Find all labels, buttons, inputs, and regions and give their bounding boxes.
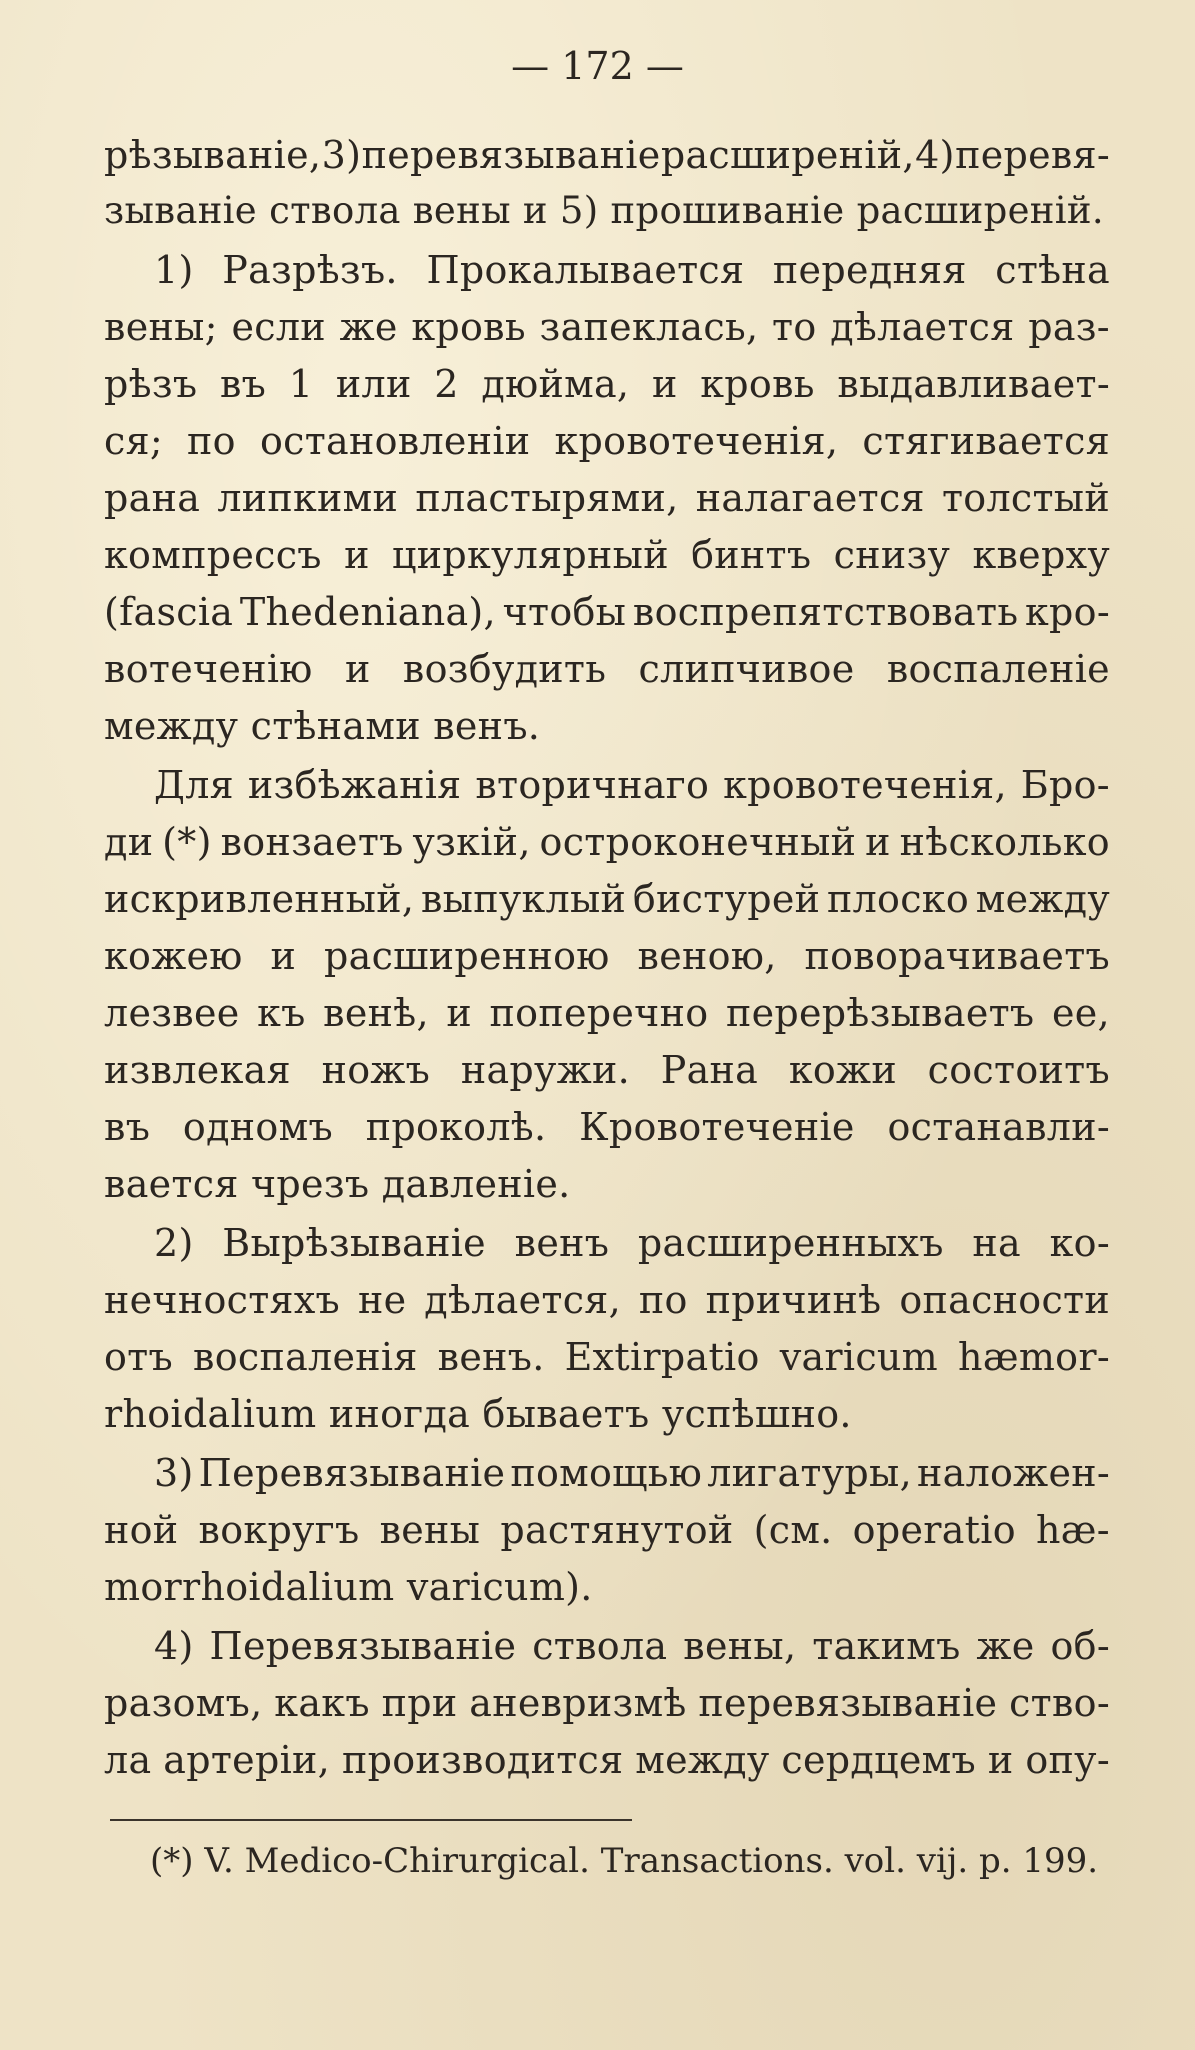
text-line: разомъ, какъ при аневризмѣ перевязываніе ство- [104, 1681, 1110, 1725]
text-line: между стѣнами венъ. [104, 704, 541, 748]
text-line: 3) Перевязываніе помощью лигатуры, наложен- [154, 1451, 1110, 1495]
text-line: 4) Перевязываніе ствола вены, такимъ же об- [154, 1624, 1110, 1668]
text-line: въ одномъ проколѣ. Кровотеченіе останавли- [104, 1105, 1110, 1149]
text-line: (fascia Thedeniana), чтобы воспрепятствовать кро- [104, 590, 1110, 634]
text-line: rhoidalium иногда бываетъ успѣшно. [104, 1392, 852, 1436]
text-line: 2) Вырѣзываніе венъ расширенныхъ на ко- [154, 1221, 1110, 1265]
text-line: Для избѣжанія вторичнаго кровотеченія, Бро- [154, 763, 1110, 807]
footnote-rule [110, 1819, 632, 1821]
text-line: ной вокругъ вены растянутой (см. operatio hæ- [104, 1508, 1110, 1552]
text-line: зываніе ствола вены и 5) прошиваніе расширеній. [104, 189, 1104, 232]
text-line: лезвее къ венѣ, и поперечно перерѣзываетъ ее, [104, 991, 1110, 1035]
text-line: нечностяхъ не дѣлается, по причинѣ опасности [104, 1278, 1110, 1322]
text-line: вотеченію и возбудить слипчивое воспаленіе [104, 647, 1110, 691]
text-line: отъ воспаленія венъ. Extirpatio varicum hæmor- [104, 1335, 1110, 1379]
footnote: (*) V. Medico-Chirurgical. Transactions. vol. vij. p. 199. [150, 1841, 1099, 1881]
text-line: рана липкими пластырями, налагается толстый [104, 476, 1110, 520]
text-line: ся; по остановленіи кровотеченія, стягивается [104, 419, 1110, 463]
text-line: кожею и расширенною веною, поворачиваетъ [104, 934, 1110, 978]
text-line: вены; если же кровь запеклась, то дѣлается раз- [104, 305, 1110, 349]
text-line: извлекая ножъ наружи. Рана кожи состоитъ [104, 1048, 1110, 1092]
body-text [104, 130, 1110, 1810]
text-line: рѣзываніе, 3) перевязываніе расширеній, 4) перевя- [104, 133, 1110, 177]
text-line: 1) Разрѣзъ. Прокалывается передняя стѣна [154, 248, 1110, 292]
text-line: искривленный, выпуклый бистурей плоско между [104, 877, 1110, 921]
text-line: ла артеріи, производится между сердцемъ и опу- [104, 1738, 1110, 1782]
page-number: — 172 — [511, 44, 684, 88]
text-line: morrhoidalium varicum). [104, 1565, 593, 1609]
text-line: ди (*) вонзаетъ узкій, остроконечный и нѣсколько [104, 820, 1110, 864]
text-line: рѣзъ въ 1 или 2 дюйма, и кровь выдавливает- [104, 362, 1110, 406]
text-line: вается чрезъ давленіе. [104, 1162, 571, 1206]
text-line: компрессъ и циркулярный бинтъ снизу кверху [104, 533, 1110, 577]
